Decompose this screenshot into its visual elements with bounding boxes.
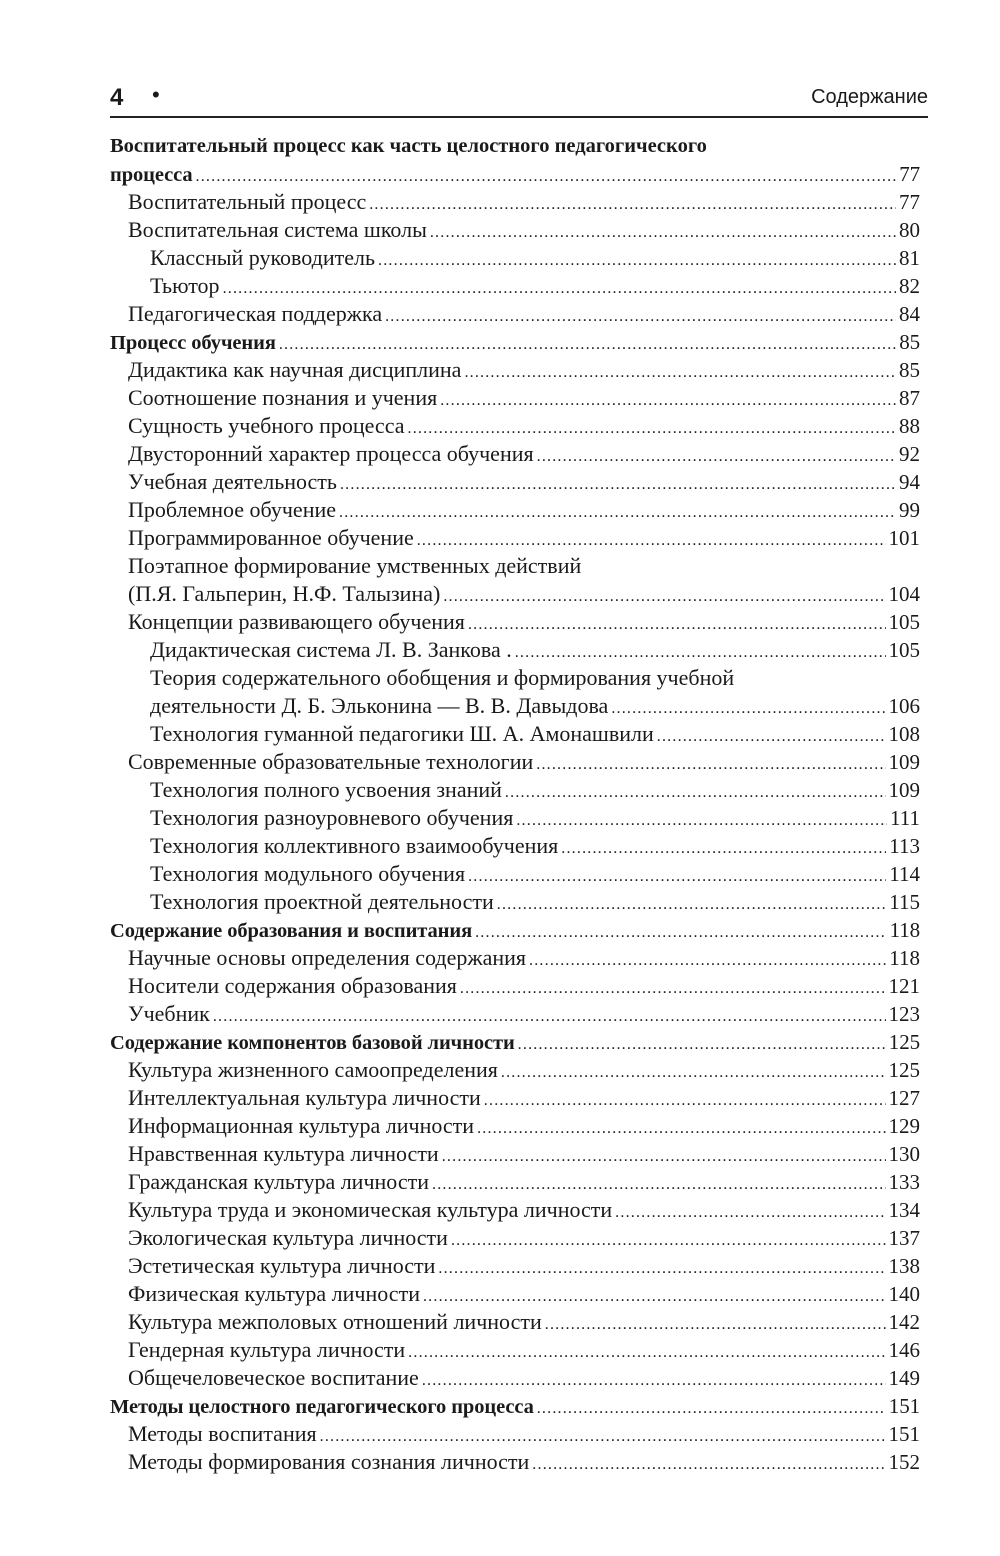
toc-entry xyxy=(110,1168,920,1196)
dot-leader xyxy=(460,975,886,1003)
toc-entry xyxy=(110,944,920,972)
toc-entry xyxy=(110,1140,920,1168)
dot-leader xyxy=(475,919,886,947)
dot-leader xyxy=(279,331,896,359)
toc-entry xyxy=(110,1364,920,1392)
toc-entry-title: Современные образовательные технологии xyxy=(128,749,534,774)
dot-leader xyxy=(515,639,886,667)
toc-chapter-entry xyxy=(110,916,920,944)
toc-entry xyxy=(110,272,920,300)
toc-entry-title: Физическая культура личности xyxy=(128,1281,420,1306)
toc-entry-page: 106 xyxy=(888,694,920,718)
dot-leader xyxy=(320,1423,886,1451)
toc-entry-page: 146 xyxy=(888,1338,920,1362)
dot-leader xyxy=(464,359,896,387)
dot-leader xyxy=(529,947,886,975)
toc-entry xyxy=(110,216,920,244)
toc-entry-page: 94 xyxy=(899,470,920,494)
toc-entry-title: Педагогическая поддержка xyxy=(128,301,383,326)
toc-entry-page: 111 xyxy=(890,806,920,830)
toc-entry-page: 80 xyxy=(899,218,920,242)
toc-entry xyxy=(110,972,920,1000)
dot-leader xyxy=(408,415,897,443)
header-bullet: • xyxy=(152,82,160,107)
toc-entry xyxy=(110,832,920,860)
dot-leader xyxy=(611,695,885,723)
toc-entry xyxy=(110,356,920,384)
dot-leader xyxy=(516,807,887,835)
toc-entry-page: 127 xyxy=(888,1086,920,1110)
toc-entry xyxy=(110,1308,920,1336)
toc-title-line: Поэтапное формирование умственных действий xyxy=(128,553,582,578)
toc-entry-title: Дидактическая система Л. В. Занкова . xyxy=(150,637,512,662)
page-number: 4 xyxy=(110,84,124,111)
toc-chapter-entry xyxy=(110,328,920,356)
toc-entry xyxy=(110,636,920,664)
toc-entry-title: Культура жизненного самоопределения xyxy=(128,1057,498,1082)
dot-leader xyxy=(518,1031,886,1059)
dot-leader xyxy=(537,443,896,471)
toc-entry-title: Содержание образования и воспитания xyxy=(110,920,473,942)
toc-entry-title: Технология гуманной педагогики Ш. А. Амонашвили xyxy=(150,721,654,746)
toc-entry-title: Учебник xyxy=(128,1001,210,1026)
running-header xyxy=(110,80,928,118)
toc-entry xyxy=(110,1000,920,1028)
dot-leader xyxy=(440,387,896,415)
section-title: Содержание xyxy=(811,86,928,108)
toc-entry-title: Носители содержания образования xyxy=(128,973,457,998)
dot-leader xyxy=(477,1115,885,1143)
toc-entry-title: Культура межполовых отношений личности xyxy=(128,1309,542,1334)
toc-entry-page: 109 xyxy=(888,778,920,802)
toc-entry-title: Соотношение познания и учения xyxy=(128,385,438,410)
toc-entry xyxy=(110,412,920,440)
toc-entry xyxy=(110,580,920,608)
dot-leader xyxy=(378,247,896,275)
toc-entry-page: 105 xyxy=(888,610,920,634)
toc-entry-title: Тьютор xyxy=(150,273,220,298)
toc-entry xyxy=(110,1224,920,1252)
toc-entry xyxy=(110,1112,920,1140)
toc-entry xyxy=(110,524,920,552)
toc-entry-page: 130 xyxy=(888,1142,920,1166)
toc-entry xyxy=(110,860,920,888)
dot-leader xyxy=(443,583,885,611)
dot-leader xyxy=(468,611,886,639)
toc-entry-page: 84 xyxy=(899,302,920,326)
toc-entry-page: 108 xyxy=(888,722,920,746)
dot-leader xyxy=(505,779,886,807)
toc-entry-page: 92 xyxy=(899,442,920,466)
toc-entry xyxy=(110,804,920,832)
toc-entry-page: 151 xyxy=(888,1422,920,1446)
toc-entry-page: 109 xyxy=(888,750,920,774)
toc-entry xyxy=(110,888,920,916)
toc-entry-title: Технология полного усвоения знаний xyxy=(150,777,502,802)
dot-leader xyxy=(223,275,896,303)
toc-entry-title: Научные основы определения содержания xyxy=(128,945,527,970)
toc-entry-title: Воспитательная система школы xyxy=(128,217,427,242)
toc-entry-page: 114 xyxy=(889,862,920,886)
toc-entry-title: Учебная деятельность xyxy=(128,469,337,494)
toc-entry-page: 140 xyxy=(888,1282,920,1306)
toc-entry-page: 85 xyxy=(899,358,920,382)
toc-entry xyxy=(110,300,920,328)
toc-entry-title: Технология модульного обучения xyxy=(150,861,466,886)
toc-entry-page: 118 xyxy=(889,918,920,942)
dot-leader xyxy=(536,751,885,779)
toc-entry-page: 134 xyxy=(888,1198,920,1222)
toc-entry-title: Гендерная культура личности xyxy=(128,1337,406,1362)
dot-leader xyxy=(430,219,896,247)
toc-entry xyxy=(110,440,920,468)
toc-entry-title: Концепции развивающего обучения xyxy=(128,609,465,634)
dot-leader xyxy=(561,835,886,863)
dot-leader xyxy=(451,1227,886,1255)
toc-entry-title: Общечеловеческое воспитание xyxy=(128,1365,419,1390)
toc-title-line: Воспитательный процесс как часть целостного педагогического xyxy=(110,135,707,157)
toc-entry-page: 85 xyxy=(899,330,920,354)
toc-entry-page: 105 xyxy=(888,638,920,662)
toc-entry xyxy=(110,188,920,216)
dot-leader xyxy=(497,891,887,919)
toc-entry xyxy=(110,1420,920,1448)
toc-entry-page: 149 xyxy=(888,1366,920,1390)
toc-entry-title: Технология коллективного взаимообучения xyxy=(150,833,559,858)
toc-entry-page: 101 xyxy=(888,526,920,550)
dot-leader xyxy=(339,499,896,527)
toc-entry-page: 88 xyxy=(899,414,920,438)
toc-entry-title: Методы целостного педагогического процесса xyxy=(110,1396,534,1418)
toc-entry-title: Культура труда и экономическая культура личности xyxy=(128,1197,613,1222)
toc-entry xyxy=(110,1252,920,1280)
toc-entry xyxy=(110,1056,920,1084)
toc-entry-page: 87 xyxy=(899,386,920,410)
toc-entry xyxy=(110,776,920,804)
dot-leader xyxy=(532,1451,885,1479)
toc-entry-page: 137 xyxy=(888,1226,920,1250)
dot-leader xyxy=(408,1339,885,1367)
toc-entry-page: 125 xyxy=(888,1058,920,1082)
toc-entry-title: Гражданская культура личности xyxy=(128,1169,429,1194)
toc-entry xyxy=(110,468,920,496)
toc-entry-title: Методы формирования сознания личности xyxy=(128,1449,530,1474)
toc-entry-page: 118 xyxy=(889,946,920,970)
toc-entry-page: 104 xyxy=(888,582,920,606)
toc-entry xyxy=(110,244,920,272)
toc-entry-title: Технология разноуровневого обучения xyxy=(150,805,514,830)
toc-entry-page: 121 xyxy=(888,974,920,998)
dot-leader xyxy=(442,1143,886,1171)
toc-entry xyxy=(110,1280,920,1308)
toc-entry-title: Экологическая культура личности xyxy=(128,1225,448,1250)
toc-entry-title: Воспитательный процесс xyxy=(128,189,367,214)
toc-entry-page: 77 xyxy=(899,162,920,186)
toc-entry-page: 115 xyxy=(889,890,920,914)
toc-entry-page: 152 xyxy=(888,1450,920,1474)
toc-entry-page: 81 xyxy=(899,246,920,270)
toc-entry xyxy=(110,748,920,776)
dot-leader xyxy=(417,527,886,555)
toc-entry-page: 142 xyxy=(888,1310,920,1334)
toc-entry xyxy=(110,496,920,524)
toc-entry-title: процесса xyxy=(110,164,193,186)
toc-entry-page: 151 xyxy=(888,1394,920,1418)
toc-entry-title: Сущность учебного процесса xyxy=(128,413,405,438)
toc-entry-title: Программированное обучение xyxy=(128,525,414,550)
dot-leader xyxy=(423,1283,886,1311)
toc-entry-page: 133 xyxy=(888,1170,920,1194)
toc-entry xyxy=(110,692,920,720)
dot-leader xyxy=(501,1059,886,1087)
toc-entry xyxy=(110,1196,920,1224)
dot-leader xyxy=(438,1255,885,1283)
toc-entry-title: Информационная культура личности xyxy=(128,1113,475,1138)
toc-entry-title: Нравственная культура личности xyxy=(128,1141,439,1166)
dot-leader xyxy=(484,1087,886,1115)
table-of-contents xyxy=(110,132,920,1476)
toc-entry-page: 129 xyxy=(888,1114,920,1138)
toc-entry xyxy=(110,720,920,748)
toc-entry-page: 125 xyxy=(888,1030,920,1054)
toc-entry-page: 99 xyxy=(899,498,920,522)
dot-leader xyxy=(432,1171,886,1199)
toc-entry-title: деятельности Д. Б. Эльконина — В. В. Давыдова xyxy=(150,693,609,718)
toc-chapter-entry xyxy=(110,1028,920,1056)
toc-entry-title: Классный руководитель xyxy=(150,245,376,270)
dot-leader xyxy=(657,723,886,751)
toc-entry-title: Эстетическая культура личности xyxy=(128,1253,436,1278)
toc-entry-title: Дидактика как научная дисциплина xyxy=(128,357,462,382)
dot-leader xyxy=(213,1003,886,1031)
toc-entry-title: Процесс обучения xyxy=(110,332,276,354)
dot-leader xyxy=(545,1311,886,1339)
toc-entry xyxy=(110,1084,920,1112)
dot-leader xyxy=(196,163,897,191)
toc-entry xyxy=(110,608,920,636)
dot-leader xyxy=(468,863,886,891)
toc-entry-title: Проблемное обучение xyxy=(128,497,337,522)
toc-entry-page: 82 xyxy=(899,274,920,298)
toc-title-line: Теория содержательного обобщения и формирования учебной xyxy=(150,665,735,690)
toc-entry-title: (П.Я. Гальперин, Н.Ф. Талызина) xyxy=(128,581,441,606)
dot-leader xyxy=(422,1367,886,1395)
toc-entry-title: Интеллектуальная культура личности xyxy=(128,1085,481,1110)
toc-entry xyxy=(110,384,920,412)
toc-entry-page: 138 xyxy=(888,1254,920,1278)
toc-entry-page: 123 xyxy=(888,1002,920,1026)
toc-entry-page: 113 xyxy=(889,834,920,858)
dot-leader xyxy=(385,303,896,331)
dot-leader xyxy=(340,471,896,499)
toc-entry xyxy=(110,1448,920,1476)
toc-entry-title: Двусторонний характер процесса обучения xyxy=(128,441,534,466)
toc-entry-page: 77 xyxy=(899,190,920,214)
toc-entry-title: Технология проектной деятельности xyxy=(150,889,494,914)
dot-leader xyxy=(537,1395,886,1423)
dot-leader xyxy=(615,1199,885,1227)
toc-entry-title: Содержание компонентов базовой личности xyxy=(110,1032,515,1054)
dot-leader xyxy=(369,191,896,219)
toc-entry-title: Методы воспитания xyxy=(128,1421,317,1446)
toc-entry xyxy=(110,1336,920,1364)
toc-chapter-entry xyxy=(110,160,920,188)
toc-chapter-entry xyxy=(110,1392,920,1420)
